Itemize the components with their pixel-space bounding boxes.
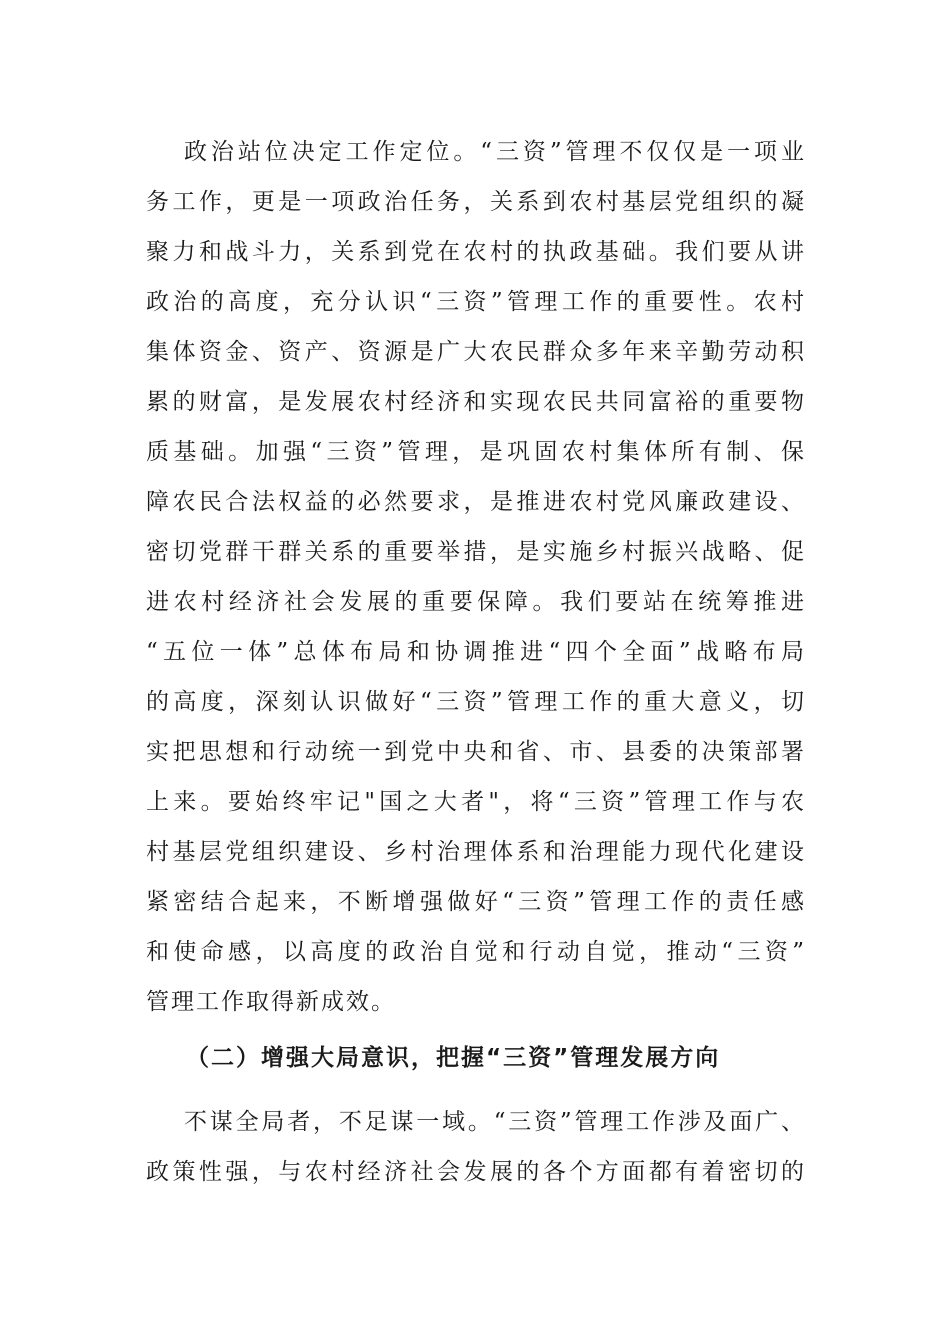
paragraph-line: 管理工作取得新成效。 (146, 989, 396, 1015)
paragraph-line: 实把思想和行动统一到党中央和省、市、县委的决策部署 (146, 739, 806, 765)
section-heading: （二）增强大局意识，把握“三资”管理发展方向 (186, 1045, 721, 1071)
paragraph-line: 聚力和战斗力，关系到党在农村的执政基础。我们要从讲 (146, 239, 806, 265)
paragraph-overall-view (146, 1097, 806, 1197)
paragraph-line: 和使命感，以高度的政治自觉和行动自觉，推动“三资” (146, 939, 806, 965)
paragraph-line: 政治站位决定工作定位。“三资”管理不仅仅是一项业 (184, 139, 806, 165)
paragraph-line: 的高度，深刻认识做好“三资”管理工作的重大意义，切 (146, 689, 806, 715)
paragraph-line: 务工作，更是一项政治任务，关系到农村基层党组织的凝 (146, 189, 806, 215)
paragraph-line: 密切党群干群关系的重要举措，是实施乡村振兴战略、促 (146, 539, 806, 565)
paragraph-line: 不谋全局者，不足谋一域。“三资”管理工作涉及面广、 (184, 1109, 806, 1135)
paragraph-line: “五位一体”总体布局和协调推进“四个全面”战略布局 (146, 639, 806, 665)
paragraph-line: 进农村经济社会发展的重要保障。我们要站在统筹推进 (146, 589, 806, 615)
paragraph-line: 累的财富，是发展农村经济和实现农民共同富裕的重要物 (146, 389, 806, 415)
paragraph-line: 村基层党组织建设、乡村治理体系和治理能力现代化建设 (146, 839, 806, 865)
paragraph-line: 政策性强，与农村经济社会发展的各个方面都有着密切的 (146, 1159, 806, 1185)
paragraph-line: 上来。要始终牢记"国之大者"，将“三资”管理工作与农 (146, 789, 806, 815)
paragraph-line: 政治的高度，充分认识“三资”管理工作的重要性。农村 (146, 289, 806, 315)
paragraph-line: 紧密结合起来，不断增强做好“三资”管理工作的责任感 (146, 889, 806, 915)
paragraph-line: 质基础。加强“三资”管理，是巩固农村集体所有制、保 (146, 439, 806, 465)
paragraph-political-stance (146, 127, 806, 1027)
paragraph-line: 集体资金、资产、资源是广大农民群众多年来辛勤劳动积 (146, 339, 806, 365)
paragraph-line: 障农民合法权益的必然要求，是推进农村党风廉政建设、 (146, 489, 806, 515)
